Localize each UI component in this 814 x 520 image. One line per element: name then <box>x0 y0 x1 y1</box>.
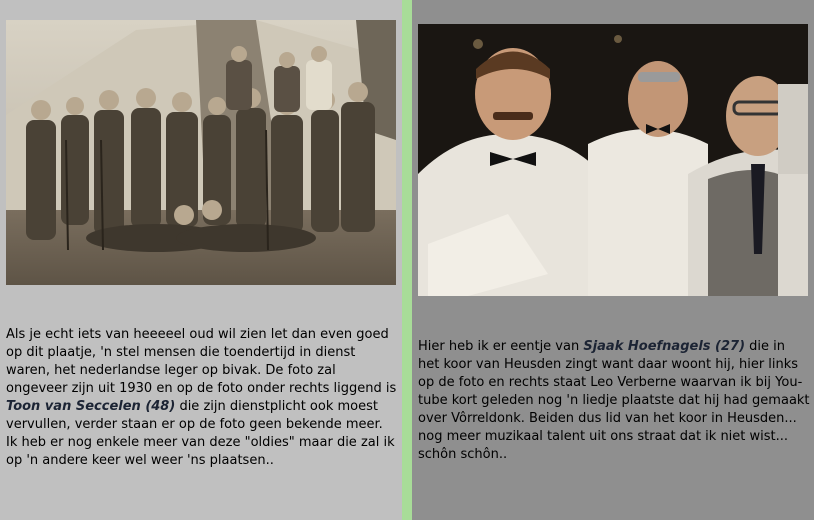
caption-right-part2: die in het koor van Heusden zingt want daar woont hij, hier links op de foto en rechts staat Leo Verberne waarvan ik bij You-tube kort geleden nog 'n liedje plaatste dat hij had gemaakt over Vôrreldonk. Beiden dus lid van het koor in Heusden... nog meer muzikaal talent uit ons straat dat ik niet wist... schôn schôn.. <box>418 339 810 462</box>
left-column <box>0 0 402 520</box>
right-column <box>412 0 814 520</box>
soldiers-photo-image <box>6 20 396 285</box>
person-name-toon: Toon van Seccelen (48) <box>6 399 176 414</box>
column-divider <box>402 0 412 520</box>
soldiers-caption <box>6 326 398 470</box>
caption-left-part1: Als je echt iets van heeeeel oud wil zien let dan even goed op dit plaatje, 'n stel mensen die toendertijd in dienst waren, het nederlandse leger op bivak. De foto zal ongeveer zijn uit 1930 en op de foto onder rechts liggend is <box>6 327 397 396</box>
choir-caption <box>418 338 810 464</box>
soldiers-photo <box>6 20 396 285</box>
choir-photo <box>418 24 808 296</box>
caption-left-part2: die zijn dienstplicht ook moest vervullen, verder staan er op de foto geen bekende meer. Ik heb er nog enkele meer van deze "oldies" maar die zal ik op 'n andere keer wel weer 'ns plaatsen.. <box>6 399 395 468</box>
caption-right-part1: Hier heb ik er eentje van <box>418 339 584 354</box>
choir-photo-image <box>418 24 808 296</box>
person-name-sjaak: Sjaak Hoefnagels (27) <box>583 339 746 354</box>
